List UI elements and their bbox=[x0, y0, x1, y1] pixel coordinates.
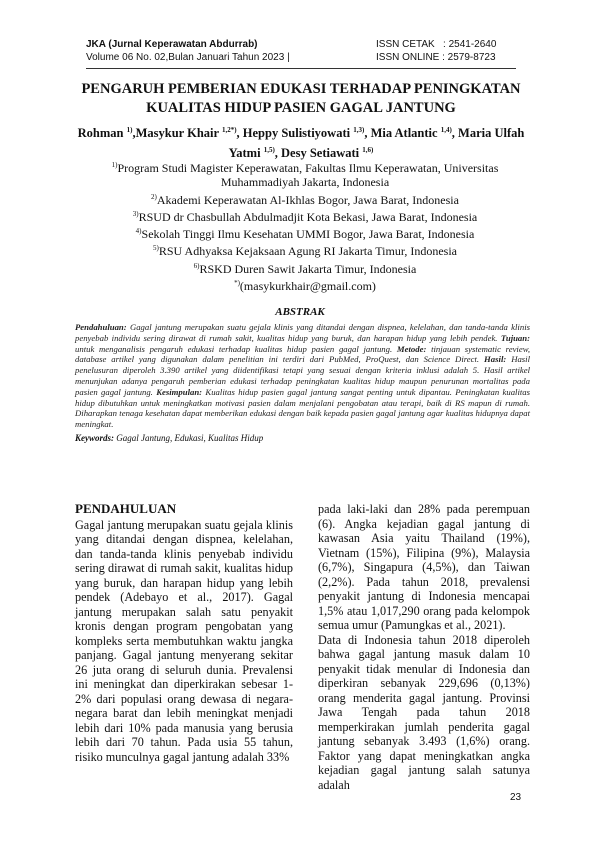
issn-online: ISSN ONLINE : 2579-8723 bbox=[376, 52, 496, 63]
abstract-text: untuk menganalisis pengaruh edukasi terhadap kualitas hidup pasien gagal jantung. bbox=[75, 343, 393, 354]
affiliation-item bbox=[110, 207, 500, 224]
abstract-heading: ABSTRAK bbox=[275, 306, 325, 318]
author-affil-marker: 1,2*) bbox=[221, 126, 237, 134]
abstract-text: Gagal jantung merupakan suatu gejala klinis yang ditandai dengan dispnea, kelelahan, dan tanda-tanda klinis penyebab individu sering dirawat di rumah sakit, kualitas hidup yang buruk, dan harapan hidup yang lebih pendek. bbox=[75, 322, 530, 343]
abstract-text: Hasil penelusuran diperoleh 3.390 artikel yang diidentifikasi tetapi yang sesuai dengan kriteria inklusi adalah 5. Hasil artikel menunjukan adanya pengaruh pemberian edukasi terhadap peningkatan kualitas hidup maupun penurunan mortalitas pada pasien gagal jantung. bbox=[75, 354, 531, 397]
article-title bbox=[70, 80, 532, 118]
author-list: Rohman $^{1)}$,Masykur Khair $^{1,2*)}$, Heppy Sulistiyowati $^{1,3)}$, Mia Atlantic $^{1,4)}$, Maria Ulfah Yatmi $^{1,5)}$, Desy Setiawati $^{1,6)}$ bbox=[77, 126, 525, 161]
author-affil-marker: 1,5) bbox=[263, 146, 275, 155]
email-text[interactable]: (masykurkhair@gmail.com) bbox=[239, 279, 376, 294]
abstract-text: Kualitas hidup pasien gagal jantung sangat penting untuk dipantau. Peningkatan kualitas hidup dibutuhkan untuk meningkatkan motivasi pasien dalam menjalani pengobatan atau terapi, baik di RS mapun di rumah. Diharapkan tenaga kesehatan dapat memberikan edukasi dengan baik kepada pasien gagal jantung agar kualitas hidupnya dapat meningkat. bbox=[75, 386, 531, 430]
title-line-1: PENGARUH PEMBERIAN EDUKASI TERHADAP PENINGKATAN bbox=[81, 81, 521, 97]
abstract-label: Pendahuluan: bbox=[75, 322, 127, 332]
body-paragraph: pada laki-laki dan 28% pada perempuan (6). Angka kejadian gagal jantung di kawasan Asia yaitu Thailand (19%), Vietnam (15%), Filipina (9%), Malaysia (6,7%), Singapura (4,5%), dan Taiwan (2,2%). Pada tahun 2018, prevalensi penyakit jantung di Indonesia mencapai 1,5% atau 1,017,290 orang pada kelompok semua umur (Pamungkas et al., 2021). bbox=[318, 502, 530, 632]
affiliation-text: RSUD dr Chasbullah Abdulmadjit Kota Bekasi, Jawa Barat, Indonesia bbox=[138, 209, 478, 224]
author-name: Rohman bbox=[77, 126, 124, 141]
author-affil-marker: 1) bbox=[126, 126, 133, 134]
abstract-body bbox=[75, 322, 530, 430]
keywords-label: Keywords: bbox=[75, 433, 114, 443]
abstract-text: tinjauan systematic review, database artikel yang digunakan dalam penelitian ini terdiri dari PubMed, ProQuest, dan Science Direct. bbox=[75, 343, 531, 365]
section-heading: PENDAHULUAN bbox=[75, 501, 177, 516]
body-column-left bbox=[75, 502, 293, 764]
affiliation-text: RSKD Duren Sawit Jakarta Timur, Indonesia bbox=[199, 261, 417, 276]
abstract-label: Metode: bbox=[396, 343, 427, 354]
affiliation-item bbox=[110, 241, 500, 258]
journal-volume: Volume 06 No. 02,Bulan Januari Tahun 2023 | bbox=[86, 52, 290, 63]
title-line-2: KUALITAS HIDUP PASIEN GAGAL JANTUNG bbox=[146, 100, 456, 116]
affiliation-marker: *) bbox=[234, 279, 240, 288]
affiliation-marker: 3) bbox=[132, 209, 139, 218]
affiliation-marker: 4) bbox=[135, 227, 142, 236]
abstract-label: Tujuan: bbox=[500, 332, 531, 343]
affiliation-text: Sekolah Tinggi Ilmu Kesehatan UMMI Bogor, Jawa Barat, Indonesia bbox=[141, 227, 475, 242]
header-divider bbox=[86, 68, 516, 69]
abstract-label: Kesimpulan: bbox=[156, 386, 203, 397]
keywords-text: Gagal Jantung, Edukasi, Kualitas Hidup bbox=[116, 433, 264, 443]
affiliation-item bbox=[110, 224, 500, 241]
abstract-label: Hasil: bbox=[484, 354, 507, 365]
page-number: 23 bbox=[510, 792, 522, 803]
affiliation-text: Program Studi Magister Keperawatan, Fakultas Ilmu Keperawatan, Universitas Muhammadiyah Jakarta, Indonesia bbox=[117, 161, 499, 190]
header-right bbox=[376, 38, 496, 64]
affiliation-item bbox=[110, 190, 500, 207]
author-name: Maria Ulfah Yatmi bbox=[228, 126, 525, 161]
affiliation-text: Akademi Keperawatan Al-Ikhlas Bogor, Jawa Barat, Indonesia bbox=[156, 192, 459, 207]
author-name: Mia Atlantic bbox=[370, 126, 438, 141]
author-name: Desy Setiawati bbox=[281, 146, 360, 161]
affiliation-item bbox=[110, 158, 500, 190]
keywords bbox=[75, 433, 530, 443]
corresponding-email[interactable] bbox=[110, 276, 500, 293]
affiliation-marker: 2) bbox=[151, 192, 157, 201]
affiliation-item bbox=[110, 259, 500, 276]
body-paragraph: Gagal jantung merupakan suatu gejala klinis yang ditandai dengan dispnea, kelelahan, dan tanda-tanda klinis penyebab individu sering dirawat di rumah sakit, kualitas hidup yang buruk, dan harapan hidup yang lebih pendek (Adebayo et al., 2017). Gagal jantung merupakan salah satu penyakit kronis dengan program pengobatan yang kompleks serta membutuhkan waktu jangka panjang. Gagal jantung menyerang sekitar 26 juta orang di seluruh dunia. Prevalensi ini meningkat dan diperkirakan sebesar 1-2% dari populasi orang dewasa di negara-negara barat dan lebih meningkat menjadi lebih dari 10% pada manusia yang berusia lebih dari 70 tahun. Pada usia 55 tahun, risiko munculnya gagal jantung adalah 33% bbox=[75, 517, 293, 764]
author-affil-marker: 1,6) bbox=[362, 146, 374, 155]
affiliation-text: RSU Adhyaksa Kejaksaan Agung RI Jakarta Timur, Indonesia bbox=[158, 244, 457, 259]
affiliation-marker: 6) bbox=[193, 261, 200, 270]
affiliation-marker: 5) bbox=[153, 244, 159, 253]
issn-print: ISSN CETAK : 2541-2640 bbox=[376, 39, 497, 50]
header-left bbox=[86, 38, 290, 64]
body-paragraph: Data di Indonesia tahun 2018 diperoleh bahwa gagal jantung masuk dalam 10 penyakit tidak menular di Indonesia dan diperkiran sebanyak 229,696 (0,13%) orang menderita gagal jantung. Provinsi Jawa Tengah pada tahun 2018 memperkirakan jumlah penderita gagal jantung sebanyak 3.493 (1,6%) orang. Faktor yang dapat meningkatkan angka kejadian gagal jantung salah satunya adalah bbox=[318, 632, 530, 792]
journal-name: JKA (Jurnal Keperawatan Abdurrab) bbox=[86, 39, 258, 50]
author-name: Heppy Sulistiyowati bbox=[242, 126, 351, 141]
author-name: Masykur Khair bbox=[135, 126, 219, 141]
author-affil-marker: 1,4) bbox=[440, 126, 452, 134]
body-column-right bbox=[318, 502, 530, 792]
author-affil-marker: 1,3) bbox=[353, 126, 365, 134]
affiliation-list bbox=[110, 158, 500, 293]
affiliation-marker: 1) bbox=[111, 161, 118, 169]
